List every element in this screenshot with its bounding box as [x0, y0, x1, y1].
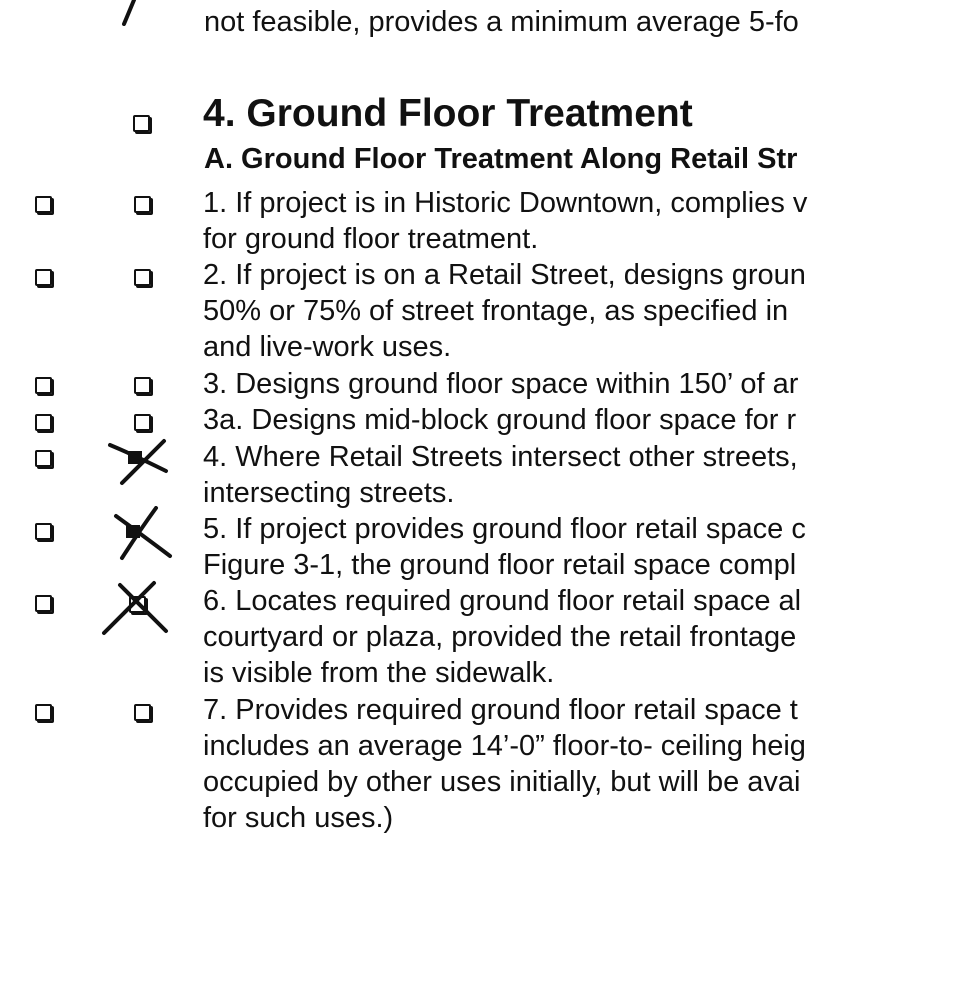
item-7-checkbox-col1[interactable]	[35, 704, 52, 721]
item-4-line-1: 4. Where Retail Streets intersect other streets,	[203, 441, 798, 473]
item-5-checkbox-col1[interactable]	[35, 523, 52, 540]
item-2-line-3: and live-work uses.	[203, 331, 452, 363]
item-3-checkbox-col2[interactable]	[134, 377, 151, 394]
item-2-line-2: 50% or 75% of street frontage, as specified in	[203, 295, 789, 327]
item-1-checkbox-col1[interactable]	[35, 196, 52, 213]
pen-mark	[118, 0, 138, 26]
item-7-checkbox-col2[interactable]	[134, 704, 151, 721]
item-3a-checkbox-col2[interactable]	[134, 414, 151, 431]
top-line-text: not feasible, provides a minimum average 5-fo	[204, 6, 799, 38]
item-7-line-2: includes an average 14’-0” floor-to- ceiling heig	[203, 730, 806, 762]
item-6-checkbox-col1[interactable]	[35, 595, 52, 612]
item-3a-checkbox-col1[interactable]	[35, 414, 52, 431]
item-7-line-1: 7. Provides required ground floor retail space t	[203, 694, 798, 726]
item-7-line-3: occupied by other uses initially, but will be avai	[203, 766, 801, 798]
item-3-checkbox-col1[interactable]	[35, 377, 52, 394]
cross-out-x-icon	[104, 437, 176, 487]
cross-out-x-icon	[108, 506, 180, 564]
item-1-checkbox-col2[interactable]	[134, 196, 151, 213]
item-2-checkbox-col1[interactable]	[35, 269, 52, 286]
section-title: 4. Ground Floor Treatment	[203, 92, 693, 135]
item-6-line-2: courtyard or plaza, provided the retail frontage	[203, 621, 797, 653]
item-4-checkbox-col1[interactable]	[35, 450, 52, 467]
subsection-title: A. Ground Floor Treatment Along Retail Str	[204, 143, 798, 175]
item-7-line-4: for such uses.)	[203, 802, 394, 834]
item-2-line-1: 2. If project is on a Retail Street, designs groun	[203, 259, 806, 291]
item-1-line-1: 1. If project is in Historic Downtown, complies v	[203, 187, 808, 219]
item-5-line-2: Figure 3-1, the ground floor retail space compl	[203, 549, 797, 581]
item-2-checkbox-col2[interactable]	[134, 269, 151, 286]
item-6-line-1: 6. Locates required ground floor retail space al	[203, 585, 802, 617]
item-3-line-1: 3. Designs ground floor space within 150’ of ar	[203, 368, 799, 400]
item-4-line-2: intersecting streets.	[203, 477, 455, 509]
section-checkbox[interactable]	[133, 115, 150, 132]
item-5-line-1: 5. If project provides ground floor retail space c	[203, 513, 806, 545]
item-3a-line-1: 3a. Designs mid-block ground floor space for r	[203, 404, 797, 436]
cross-out-x-icon	[100, 579, 172, 639]
item-6-line-3: is visible from the sidewalk.	[203, 657, 555, 689]
item-1-line-2: for ground floor treatment.	[203, 223, 539, 255]
